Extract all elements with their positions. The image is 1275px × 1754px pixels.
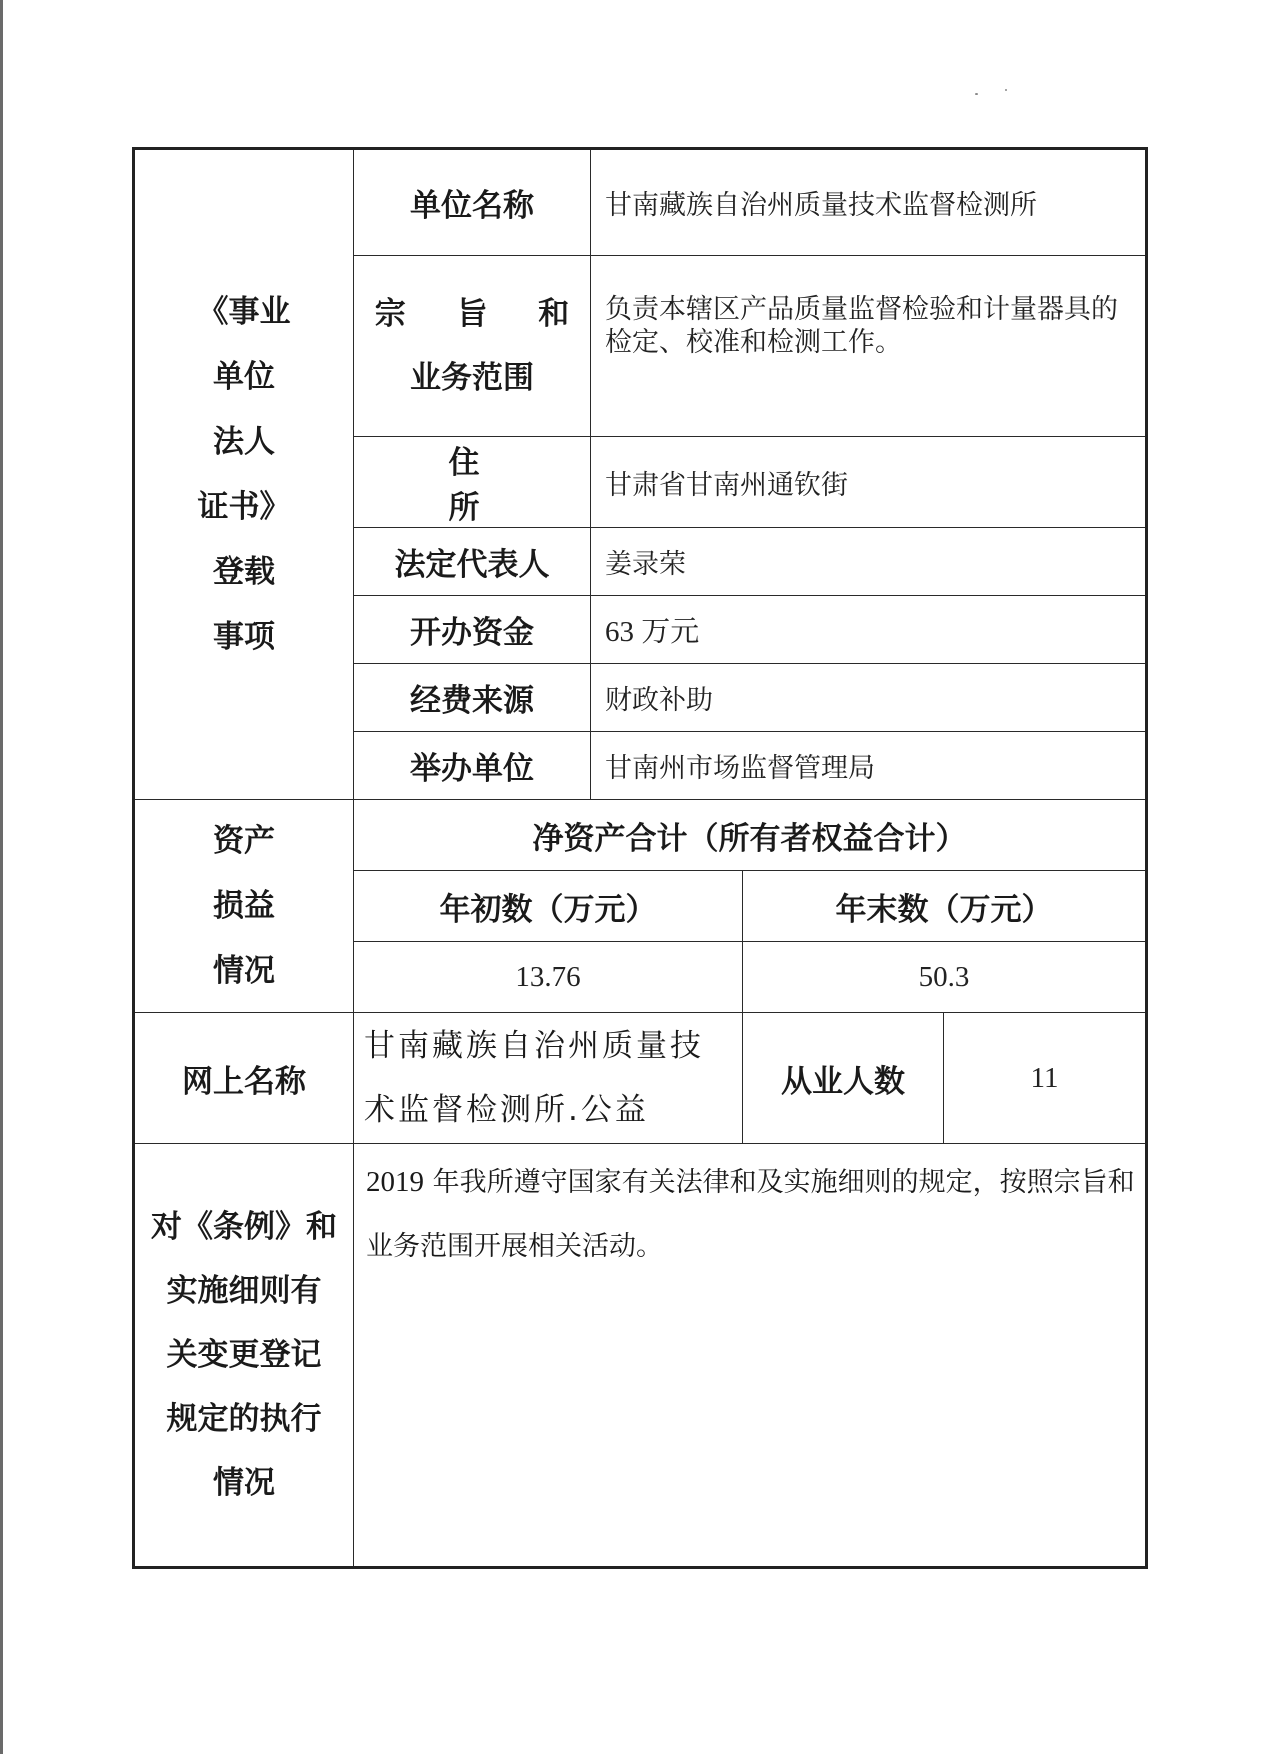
unit-name-value: 甘南藏族自治州质量技术监督检测所: [591, 149, 1147, 256]
online-name-line2: 术监督检测所.公益: [364, 1092, 649, 1128]
online-name-value: [354, 1013, 743, 1144]
section-assets-title: [134, 800, 354, 1013]
online-name-line1: 甘南藏族自治州质量技: [364, 1028, 704, 1064]
section-title-line: 资产: [213, 822, 275, 859]
section-registration-title: [134, 149, 354, 800]
purpose-label: [354, 256, 591, 437]
staff-count-value: 11: [944, 1013, 1147, 1144]
section-title-line: 关变更登记: [166, 1337, 322, 1373]
scan-speck: [1005, 89, 1007, 91]
section-title-line: 法人: [213, 423, 275, 460]
row-online-name: [134, 1013, 1147, 1144]
sponsor-value: 甘南州市场监督管理局: [591, 732, 1147, 800]
section-title-line: 证书》: [197, 488, 291, 525]
section-title-line: 登载: [213, 553, 275, 590]
registration-report-table: [132, 147, 1148, 1569]
section-title-line: 情况: [213, 952, 275, 989]
section-title-line: 损益: [213, 887, 275, 924]
execution-year: 2019: [366, 1166, 424, 1198]
funding-source-label: 经费来源: [354, 664, 591, 732]
legal-rep-label: 法定代表人: [354, 528, 591, 596]
end-of-year-label: 年末数（万元）: [743, 871, 1147, 942]
sponsor-label: 举办单位: [354, 732, 591, 800]
purpose-label-line1: 宗 旨 和: [374, 296, 590, 332]
execution-text: [354, 1144, 1147, 1568]
scan-edge: [0, 0, 3, 1754]
funding-source-value: 财政补助: [591, 664, 1147, 732]
execution-body: 年我所遵守国家有关法律和及实施细则的规定，按照宗旨和业务范围开展相关活动。: [366, 1167, 1135, 1262]
legal-rep-value: 姜录荣: [591, 528, 1147, 596]
net-assets-header: 净资产合计（所有者权益合计）: [354, 800, 1147, 871]
section-title-line: 情况: [213, 1465, 275, 1501]
funds-value: 63 万元: [591, 596, 1147, 664]
purpose-label-line2: 业务范围: [410, 360, 534, 396]
section-title-line: 《事业: [197, 293, 291, 330]
section-title-line: 规定的执行: [166, 1401, 322, 1437]
unit-name-label: 单位名称: [354, 149, 591, 256]
section-execution-title: [134, 1144, 354, 1568]
address-label: 住所: [354, 437, 591, 528]
section-title-line: 单位: [213, 358, 275, 395]
row-execution: [134, 1144, 1147, 1568]
online-name-label: 网上名称: [134, 1013, 354, 1144]
funds-label: 开办资金: [354, 596, 591, 664]
section-title-line: 实施细则有: [166, 1273, 322, 1309]
begin-of-year-value: 13.76: [354, 942, 743, 1013]
staff-count-label: 从业人数: [743, 1013, 944, 1144]
begin-of-year-label: 年初数（万元）: [354, 871, 743, 942]
row-unit-name: [134, 149, 1147, 256]
purpose-value: 负责本辖区产品质量监督检验和计量器具的检定、校准和检测工作。: [591, 256, 1147, 437]
section-title-line: 对《条例》和: [151, 1209, 337, 1245]
section-title-line: 事项: [213, 618, 275, 655]
address-value: 甘肃省甘南州通钦街: [591, 437, 1147, 528]
end-of-year-value: 50.3: [743, 942, 1147, 1013]
scan-speck: [975, 93, 978, 95]
row-assets-header: [134, 800, 1147, 871]
